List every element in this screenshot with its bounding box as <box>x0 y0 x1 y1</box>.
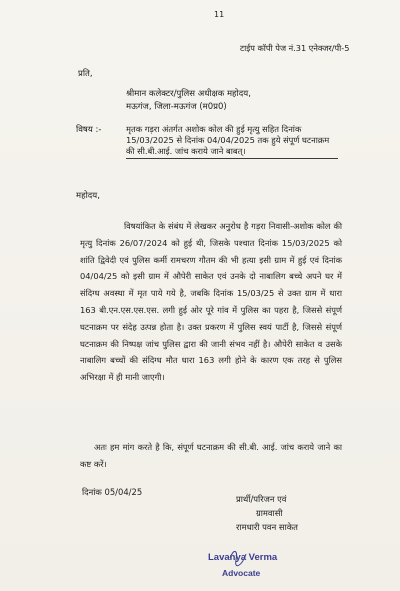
advocate-stamp <box>208 548 280 584</box>
subject-label: विषय :- <box>76 125 102 135</box>
addressee-line-2: मऊगंज, जिला-मऊगंज (म0प्र0) <box>126 102 227 112</box>
greeting: महोदय, <box>76 191 100 201</box>
page-number: 11 <box>214 10 225 19</box>
type-copy-note: टाईप कॉपी पेज नं.31 एनेक्जर/पी-5 <box>240 43 350 53</box>
subject-text: मृतक गड़रा अंतर्गत अशोक कोल की हुई मृत्यु सहित दिनांक 15/03/2025 से दिनांक 04/04/2025 तक हुये संपूर्ण घटनाक्रम की सी.बी.आई. जांच कराये जाने बाबत्। <box>126 124 330 156</box>
signature-line-1: प्रार्थी/परिजन एवं <box>236 494 287 504</box>
subject-underline <box>126 158 338 159</box>
stamp-name: Lavanya Verma <box>208 552 278 563</box>
body-section <box>80 218 342 386</box>
request-section <box>80 439 342 472</box>
signature-line-3: रामधारी पवन साकेत <box>236 522 298 532</box>
stamp-title: Advocate <box>222 568 261 578</box>
body-paragraph: विषयांकित के संबंध में लेखकर अनुरोध है गड़रा निवासी-अशोक कोल की मृत्यु दिनांक 26/07/2024 को हुई थी, जिसके पश्चात दिनांक 15/03/2025 को शांति द्विवेदी एवं पुलिस कर्मी रामचरण गौतम की भी हत्या इसी ग्राम में हुई एवं दिनांक 04/04/25 को इसी ग्राम में औपेरी साकेत एवं उनके दो नाबालिग बच्चे अपने घर में संदिग्ध अवस्था में मृत पाये गये है, जबकि दिनांक 15/03/25 से उक्त ग्राम में धारा 163 बी.एन.एस.एस.एस. लगी हुई ओर पूरे गांव में पुलिस का पहरा है, जिससे संपूर्ण घटनाक्रम पर संदेह उत्पन्न होता है। उक्त प्रकरण में पुलिस स्वयं पार्टी है, जिससे संपूर्ण घटनाक्रम की निष्पक्ष जांच पुलिस द्वारा की जानी संभव नहीं है। औपेरी साकेत व उसके नाबालिग बच्चों की संदिग्ध मौत धारा 163 लगी होने के कारण एक तरह से पुलिस अभिरक्षा में ही मानी जाएगी। <box>80 221 342 383</box>
addressee-line-1: श्रीमान कलेक्टर/पुलिस अधीक्षक महोदय, <box>126 89 251 99</box>
letter-date: दिनांक 05/04/25 <box>82 487 143 497</box>
signature-line-2: ग्रामवासी <box>256 508 283 518</box>
request-paragraph: अतः हम मांग करते है कि, संपूर्ण घटनाक्रम की सी.बी. आई. जांच कराये जाने का कष्ट करें। <box>80 442 342 469</box>
salutation-to: प्रति, <box>78 69 93 79</box>
